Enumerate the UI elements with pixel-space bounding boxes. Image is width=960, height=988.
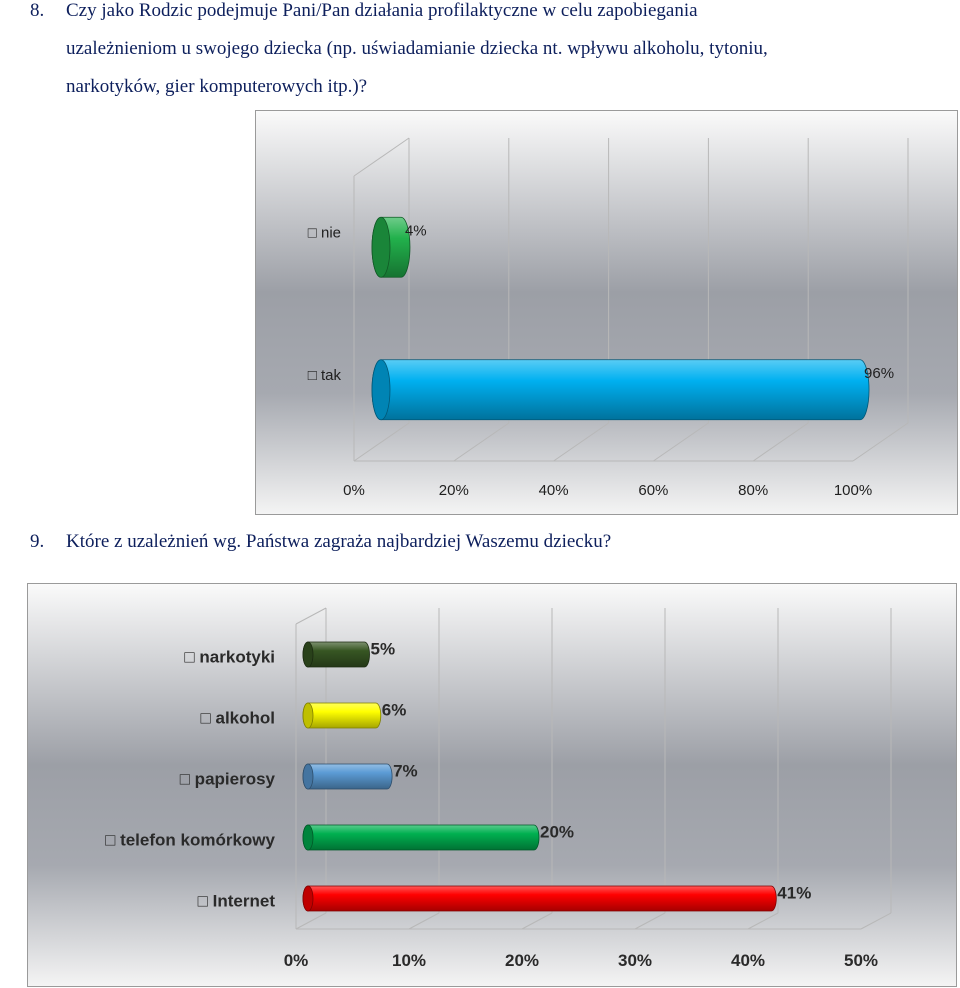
question-text-line1: Czy jako Rodzic podejmuje Pani/Pan działania profilaktyczne w celu zapobiegania [66, 0, 698, 21]
chart-addictions-svg [28, 584, 956, 986]
category-label-narkotyki: □ narkotyki [184, 647, 275, 667]
chart-prevention-svg [256, 111, 957, 514]
data-label-alkohol: 6% [381, 700, 407, 720]
bar-tak [372, 360, 869, 420]
category-label-papierosy: □ papierosy [179, 769, 275, 789]
category-label-internet: □ Internet [197, 891, 275, 911]
x-tick-label: 80% [738, 482, 769, 499]
bar-papierosy [303, 764, 392, 789]
question-9 [30, 523, 950, 561]
x-tick-label: 100% [833, 482, 873, 499]
bar-alkohol [303, 703, 381, 728]
bar-cap-telefon-kom-rkowy [303, 825, 313, 850]
bar-cap-internet [303, 886, 313, 911]
x-tick-label: 40% [538, 482, 569, 499]
chart-prevention [255, 110, 958, 515]
question-8 [30, 0, 950, 106]
bar-telefon-kom-rkowy [303, 825, 539, 850]
x-tick-label: 20% [504, 951, 540, 970]
bar-internet [303, 886, 776, 911]
bar-cap-narkotyki [303, 642, 313, 667]
question-text-line3: narkotyków, gier komputerowych itp.)? [66, 76, 368, 97]
question-text: Które z uzależnień wg. Państwa zagraża najbardziej Waszemu dziecku? [66, 531, 612, 552]
x-tick-label: 10% [391, 951, 427, 970]
category-label-nie: □ nie [307, 224, 341, 242]
category-label-alkohol: □ alkohol [200, 708, 275, 728]
data-label-internet: 41% [777, 883, 812, 903]
x-tick-label: 0% [283, 951, 309, 970]
chart-addictions [27, 583, 957, 987]
data-label-telefon-kom-rkowy: 20% [540, 822, 575, 842]
x-tick-label: 0% [343, 482, 365, 499]
chart-background [28, 584, 956, 986]
data-label-papierosy: 7% [393, 761, 418, 781]
bar-cap-alkohol [303, 703, 313, 728]
bar-cap-tak [372, 360, 390, 420]
category-label-telefon-kom-rkowy: □ telefon komórkowy [105, 830, 275, 850]
question-number: 8. [30, 0, 45, 21]
x-tick-label: 40% [730, 951, 766, 970]
data-label-narkotyki: 5% [370, 639, 396, 659]
question-text-line2: uzależnieniom u swojego dziecka (np. uświadamianie dziecka nt. wpływu alkoholu, tytoniu, [66, 38, 768, 59]
category-label-tak: □ tak [307, 366, 341, 384]
x-tick-label: 50% [843, 951, 879, 970]
bar-cap-papierosy [303, 764, 313, 789]
data-label-nie: 4% [404, 222, 427, 240]
x-tick-label: 60% [638, 482, 669, 499]
bar-cap-nie [372, 217, 390, 277]
data-label-tak: 96% [864, 364, 895, 382]
x-tick-label: 20% [438, 482, 469, 499]
x-tick-label: 30% [617, 951, 653, 970]
question-number: 9. [30, 531, 45, 552]
